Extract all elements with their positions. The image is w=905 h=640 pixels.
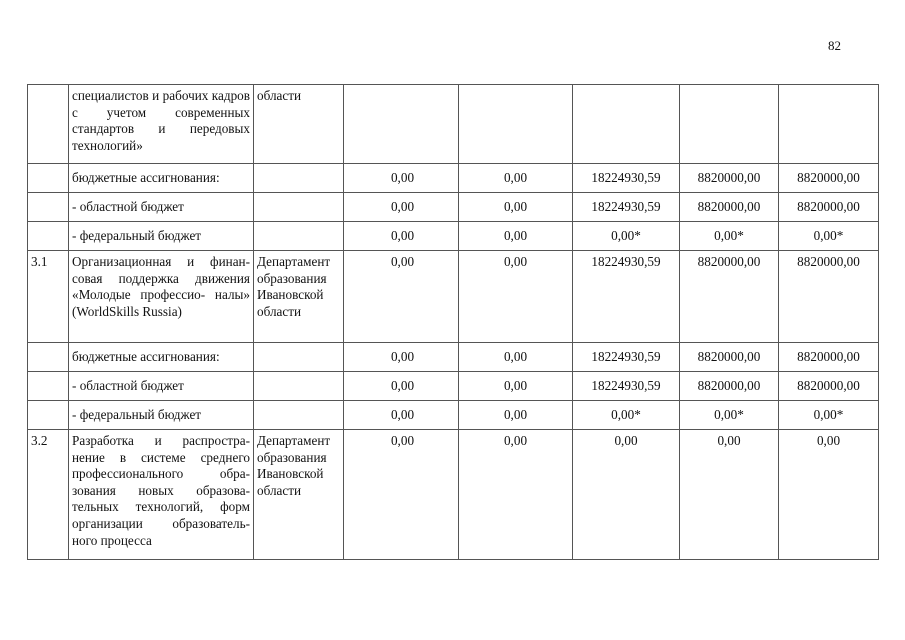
value-cell-4: 0,00* <box>680 401 779 430</box>
value-cell-2: 0,00 <box>459 343 573 372</box>
value-cell-3: 0,00 <box>573 430 680 560</box>
row-name-cell: бюджетные ассигнования: <box>69 343 254 372</box>
value-cell-1: 0,00 <box>344 164 459 193</box>
table-row <box>28 401 879 430</box>
row-executor-cell <box>254 372 344 401</box>
value-cell-3: 18224930,59 <box>573 193 680 222</box>
value-cell-2: 0,00 <box>459 222 573 251</box>
table-row <box>28 372 879 401</box>
row-executor-cell: области <box>254 85 344 164</box>
page-number: 82 <box>828 38 841 53</box>
row-index-cell <box>28 85 69 164</box>
value-cell-5: 8820000,00 <box>779 164 879 193</box>
value-cell-5: 8820000,00 <box>779 251 879 343</box>
row-index-cell <box>28 193 69 222</box>
value-cell-2: 0,00 <box>459 251 573 343</box>
budget-table <box>27 84 879 560</box>
value-cell-5: 0,00 <box>779 430 879 560</box>
value-cell-1: 0,00 <box>344 193 459 222</box>
row-index-cell <box>28 343 69 372</box>
row-index-cell: 3.1 <box>28 251 69 343</box>
row-name-cell: - областной бюджет <box>69 372 254 401</box>
table-row <box>28 164 879 193</box>
value-cell-1: 0,00 <box>344 430 459 560</box>
table-row <box>28 193 879 222</box>
value-cell-4: 8820000,00 <box>680 372 779 401</box>
row-index-cell <box>28 372 69 401</box>
value-cell-1 <box>344 85 459 164</box>
row-executor-cell: Департамент образования Ивановской области <box>254 430 344 560</box>
row-executor-cell <box>254 401 344 430</box>
value-cell-2: 0,00 <box>459 193 573 222</box>
row-name-cell: - федеральный бюджет <box>69 222 254 251</box>
row-executor-cell <box>254 343 344 372</box>
table-row <box>28 430 879 560</box>
value-cell-3: 0,00* <box>573 401 680 430</box>
row-name-cell: - областной бюджет <box>69 193 254 222</box>
value-cell-5: 8820000,00 <box>779 193 879 222</box>
value-cell-4: 0,00* <box>680 222 779 251</box>
value-cell-4: 8820000,00 <box>680 343 779 372</box>
value-cell-3: 18224930,59 <box>573 343 680 372</box>
value-cell-2: 0,00 <box>459 164 573 193</box>
row-index-cell <box>28 222 69 251</box>
value-cell-1: 0,00 <box>344 401 459 430</box>
row-index-cell <box>28 401 69 430</box>
table-row <box>28 251 879 343</box>
table-row <box>28 222 879 251</box>
value-cell-4: 0,00 <box>680 430 779 560</box>
row-name-cell: бюджетные ассигнования: <box>69 164 254 193</box>
value-cell-4: 8820000,00 <box>680 193 779 222</box>
row-executor-cell <box>254 193 344 222</box>
value-cell-5 <box>779 85 879 164</box>
value-cell-2: 0,00 <box>459 430 573 560</box>
value-cell-4: 8820000,00 <box>680 164 779 193</box>
value-cell-5: 0,00* <box>779 222 879 251</box>
value-cell-2: 0,00 <box>459 401 573 430</box>
row-index-cell <box>28 164 69 193</box>
value-cell-2: 0,00 <box>459 372 573 401</box>
value-cell-3: 18224930,59 <box>573 372 680 401</box>
value-cell-1: 0,00 <box>344 222 459 251</box>
value-cell-5: 8820000,00 <box>779 372 879 401</box>
row-executor-cell <box>254 222 344 251</box>
value-cell-1: 0,00 <box>344 343 459 372</box>
budget-table-body <box>28 85 879 560</box>
value-cell-1: 0,00 <box>344 251 459 343</box>
row-name-cell: Разработка и распростра- нение в системе среднего профессионального обра- зования новых образова- тельных технологий, форм организации образователь- ного процесса <box>69 430 254 560</box>
value-cell-2 <box>459 85 573 164</box>
value-cell-5: 0,00* <box>779 401 879 430</box>
row-index-cell: 3.2 <box>28 430 69 560</box>
value-cell-3 <box>573 85 680 164</box>
row-name-cell: Организационная и финан- совая поддержка движения «Молодые профессио- налы» (WorldSkills Russia) <box>69 251 254 343</box>
value-cell-4: 8820000,00 <box>680 251 779 343</box>
value-cell-1: 0,00 <box>344 372 459 401</box>
row-name-cell: - федеральный бюджет <box>69 401 254 430</box>
value-cell-3: 0,00* <box>573 222 680 251</box>
row-executor-cell <box>254 164 344 193</box>
value-cell-5: 8820000,00 <box>779 343 879 372</box>
row-executor-cell: Департамент образования Ивановской области <box>254 251 344 343</box>
table-row <box>28 343 879 372</box>
value-cell-3: 18224930,59 <box>573 251 680 343</box>
value-cell-4 <box>680 85 779 164</box>
table-row <box>28 85 879 164</box>
row-name-cell: специалистов и рабочих кадров с учетом современных стандартов и передовых технологий» <box>69 85 254 164</box>
value-cell-3: 18224930,59 <box>573 164 680 193</box>
